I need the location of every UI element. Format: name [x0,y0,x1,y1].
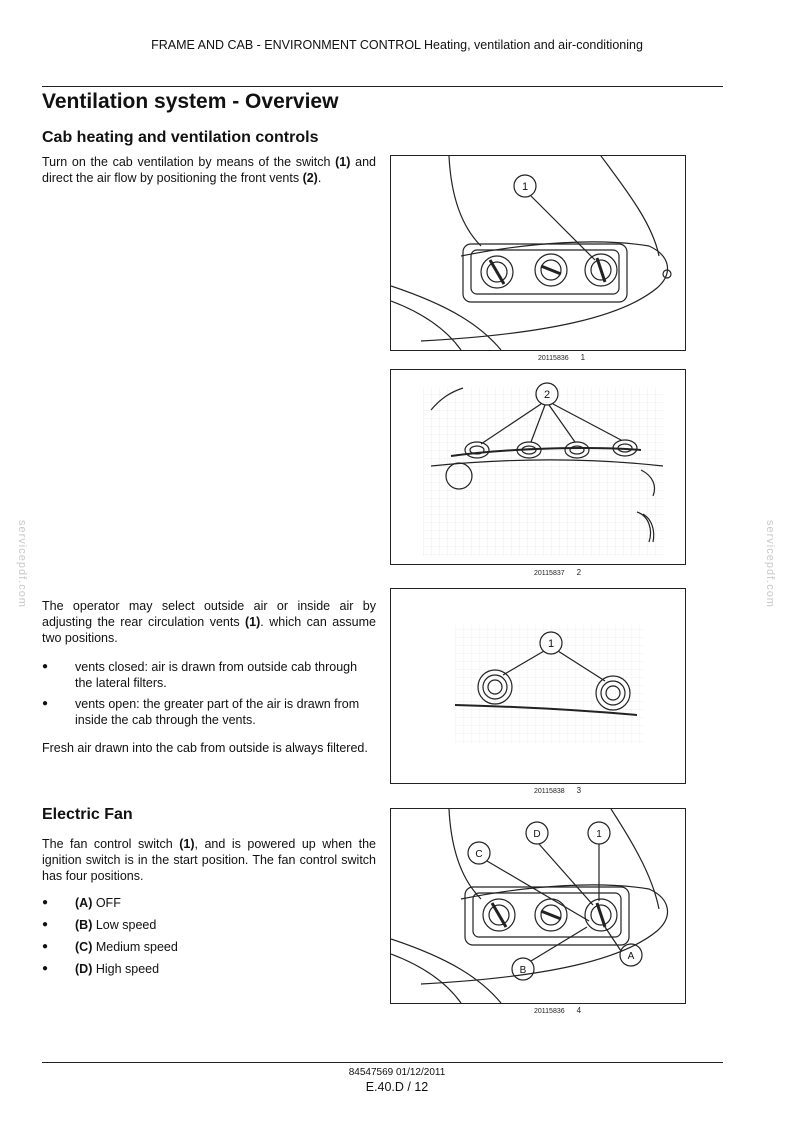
figure-number: 1 [580,353,586,362]
paragraph-air-selection [42,598,376,646]
section-heading-cab-controls: Cab heating and ventilation controls [42,129,319,146]
figure-1-control-panel [390,155,686,351]
figure-2-front-vents [390,369,686,565]
figure-3-rear-vents [390,588,686,784]
running-header: FRAME AND CAB - ENVIRONMENT CONTROL Heating, ventilation and air-conditioning [151,38,643,52]
header-rule [42,86,723,87]
figure-number: 2 [576,568,582,577]
bullet-icon: ● [42,919,49,930]
bullet-icon: ● [42,698,49,709]
callout-label: 1 [596,829,602,840]
text-run: Turn on the cab ventilation by means of the switch [42,155,336,169]
figure-4-fan-switch [390,808,686,1004]
position-text: Medium speed [92,940,178,954]
fan-switch-drawing [391,809,685,1003]
position-text: OFF [92,896,121,910]
bullet-text: vents closed: air is drawn from outside cab through the lateral filters. [75,660,358,690]
footer-rule [42,1062,723,1063]
callout-label: A [627,951,635,962]
text-run: The fan control switch [42,837,180,851]
position-key: (A) [75,896,93,910]
paragraph-cab-controls [42,154,376,186]
bullet-fan-off [42,895,376,911]
bullet-fan-high [42,961,376,977]
callout-label: D [533,829,541,840]
front-vents-drawing [391,370,685,564]
section-heading-electric-fan: Electric Fan [42,806,133,823]
callout-label: 1 [547,638,555,650]
bullet-text [75,895,376,911]
figure-code: 20115837 [534,570,565,577]
bullet-text: vents open: the greater part of the air is drawn from inside the cab through the vents. [75,697,360,727]
text-run: The operator may select outside air or inside air by adjusting the rear circulation vents [42,599,376,629]
control-panel-drawing [391,156,685,350]
callout-label: 2 [543,389,551,401]
bullet-text [75,939,376,955]
position-text: Low speed [92,918,157,932]
position-key: (C) [75,940,93,954]
figure-2-caption [534,568,581,577]
paragraph-fan-control [42,836,376,884]
figure-1-caption [538,353,585,362]
watermark-right: servicepdf.com [764,520,776,608]
rear-vents-drawing [391,589,685,783]
bullet-fan-low [42,917,376,933]
reference-fan-switch: (1) [179,837,195,851]
bullet-icon: ● [42,897,49,908]
figure-code: 20115836 [534,1008,565,1015]
figure-4-caption [534,1006,581,1015]
footer-page-number: E.40.D / 12 [365,1080,429,1094]
callout-label: 1 [521,181,529,193]
text-run: . which can assume two positions. [42,615,376,645]
position-text: High speed [92,962,160,976]
callout-label: C [475,849,483,860]
bullet-icon: ● [42,661,49,672]
paragraph-fresh-air: Fresh air drawn into the cab from outside is always filtered. [42,741,368,755]
page-title: Ventilation system - Overview [42,90,339,113]
bullet-icon: ● [42,963,49,974]
figure-code: 20115838 [534,788,565,795]
bullet-text [75,917,376,933]
text-run: and direct the air flow by positioning the front vents [42,155,376,185]
bullet-text [75,961,376,977]
watermark-left: servicepdf.com [16,520,28,608]
bullet-fan-medium [42,939,376,955]
bullet-vents-closed [42,659,376,691]
reference-switch: (1) [335,155,351,169]
position-key: (B) [75,918,93,932]
position-key: (D) [75,962,93,976]
figure-number: 4 [576,1006,582,1015]
figure-number: 3 [576,786,582,795]
text-run: , and is powered up when the ignition switch is in the start position. The fan control switch has four positions. [42,837,376,883]
bullet-vents-open [42,696,376,728]
reference-rear-vents: (1) [245,615,261,629]
text-run: . [317,171,322,185]
figure-3-caption [534,786,581,795]
figure-code: 20115836 [538,355,569,362]
footer-document-id: 84547569 01/12/2011 [348,1067,446,1078]
callout-label: B [519,965,527,976]
bullet-icon: ● [42,941,49,952]
reference-vents: (2) [302,171,318,185]
